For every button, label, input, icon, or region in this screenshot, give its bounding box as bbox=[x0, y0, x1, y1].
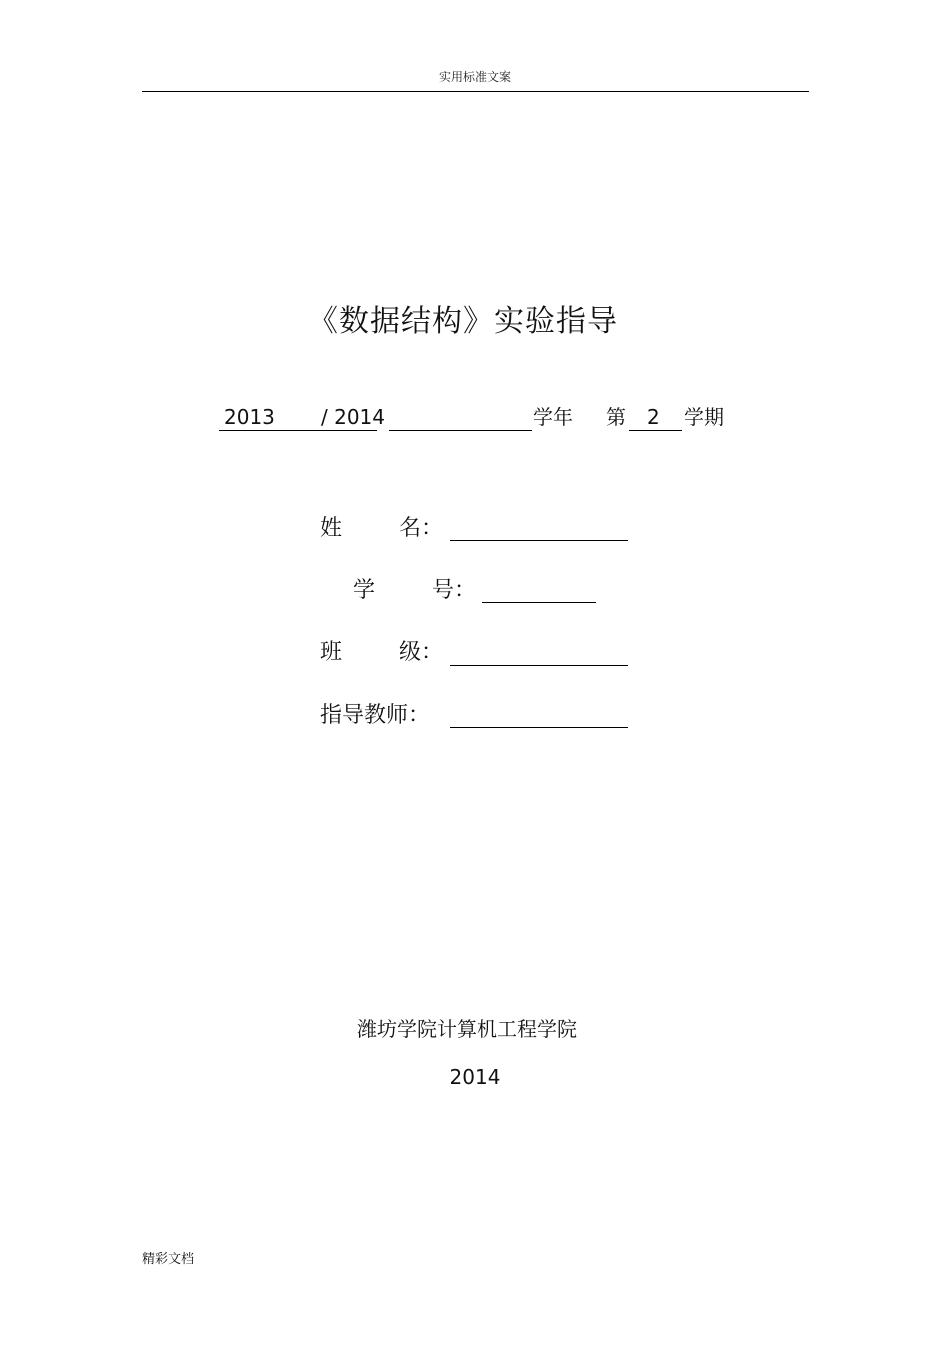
header-divider bbox=[142, 91, 809, 92]
class-colon: ： bbox=[421, 640, 444, 665]
page-footer: 精彩文档 bbox=[142, 1252, 195, 1267]
year-start: 2013 bbox=[224, 405, 275, 429]
student-id-label-char-2: 号 bbox=[432, 578, 455, 603]
student-id-blank bbox=[482, 602, 596, 603]
student-id-colon: ： bbox=[454, 578, 477, 603]
year-end: / 2014 bbox=[321, 405, 385, 429]
year-underline bbox=[219, 430, 377, 431]
college-name: 潍坊学院计算机工程学院 bbox=[357, 1017, 577, 1041]
document-title: 《数据结构》实验指导 bbox=[308, 304, 618, 339]
semester-suffix: 学期 bbox=[684, 405, 724, 429]
name-label-char-1: 姓 bbox=[320, 516, 343, 541]
page-header: 实用标准文案 bbox=[438, 70, 511, 84]
instructor-blank bbox=[450, 727, 628, 728]
name-blank bbox=[450, 540, 628, 541]
semester-underline bbox=[629, 430, 682, 431]
school-year-blank bbox=[389, 430, 532, 431]
instructor-colon: ： bbox=[408, 703, 431, 728]
class-label-char-2: 级 bbox=[399, 640, 422, 665]
student-id-label-char-1: 学 bbox=[353, 578, 376, 603]
school-year-label: 学年 bbox=[533, 405, 573, 429]
instructor-label: 指导教师 bbox=[320, 703, 409, 728]
name-colon: ： bbox=[421, 516, 444, 541]
semester-number: 2 bbox=[647, 405, 660, 429]
class-label-char-1: 班 bbox=[320, 640, 343, 665]
publication-year: 2014 bbox=[449, 1065, 501, 1089]
semester-prefix: 第 bbox=[606, 405, 626, 429]
name-label-char-2: 名 bbox=[399, 516, 422, 541]
class-blank bbox=[450, 665, 628, 666]
